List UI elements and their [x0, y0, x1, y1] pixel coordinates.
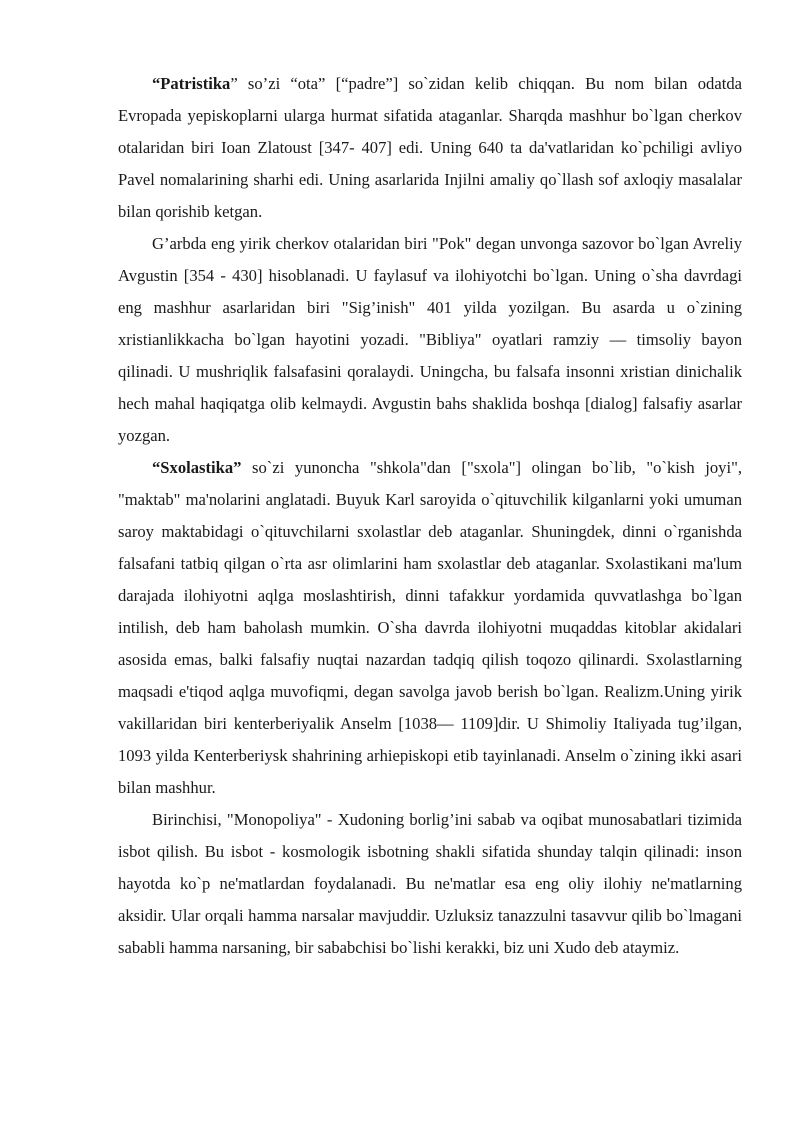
paragraph-sxolastika [118, 452, 742, 804]
paragraph-patristika [118, 68, 742, 228]
paragraph-text: Birinchisi, "Monopoliya" - Xudoning borlig’ini sabab va oqibat munosabatlari tizimida isbot qilish. Bu isbot - kosmologik isbotning shakli sifatida shunday talqin qilinadi: inson hayotda ko`p ne'matlardan foydalanadi. Bu ne'matlar esa eng oliy ilohiy ne'matlarning aksidir. Ular orqali hamma narsalar mavjuddir. Uzluksiz tanazzulni tasavvur qilib bo`lmagani sababli hamma narsaning, bir sababchisi bo`lishi kerakki, biz uni Xudo deb ataymiz. [118, 810, 742, 957]
paragraph-text: ” so’zi “ota” [“padre”] so`zidan kelib chiqqan. Bu nom bilan odatda Evropada yepiskoplarni ularga hurmat sifatida ataganlar. Sharqda mashhur bo`lgan cherkov otalaridan biri Ioan Zlatoust [347- 407] edi. Uning 640 ta da'vatlaridan ko`pchiligi avliyo Pavel nomalarining sharhi edi. Uning asarlarida Injilni amaliy qo`llash sof axloqiy masalalar bilan qorishib ketgan. [118, 74, 742, 221]
document-body [118, 68, 742, 964]
term-patristika: “Patristika [152, 74, 231, 93]
paragraph-text: so`zi yunoncha "shkola"dan ["sxola"] olingan bo`lib, "o`kish joyi", "maktab" ma'nolarini anglatadi. Buyuk Karl saroyida o`qituvchilik kilganlarni yoki umuman saroy maktabidagi o`qituvchilarni sxolastlar deb ataganlar. Shuningdek, dinni o`rganishda falsafani tatbiq qilgan o`rta asr olimlarini ham sxolastlar deb ataganlar. Sxolastikani ma'lum darajada ilohiyotni aqlga moslashtirish, dinni tafakkur yordamida quvvatlashga bo`lgan intilish, deb ham baholash mumkin. O`sha davrda ilohiyotni muqaddas kitoblar akidalari asosida emas, balki falsafiy nuqtai nazardan tadqiq qilish toqozo qilinardi. Sxolastlarning maqsadi e'tiqod aqlga muvofiqmi, degan savolga javob berish bo`lgan. Realizm.Uning yirik vakillaridan biri kenterberiyalik Anselm [1038— 1109]dir. U Shimoliy Italiyada tug’ilgan, 1093 yilda Kenterberiysk shahrining arhiepiskopi etib tayinlanadi. Anselm o`zining ikki asari bilan mashhur. [118, 458, 742, 797]
paragraph-avgustin [118, 228, 742, 452]
term-sxolastika: “Sxolastika” [152, 458, 242, 477]
paragraph-text: G’arbda eng yirik cherkov otalaridan biri "Pok" degan unvonga sazovor bo`lgan Avreliy Avgustin [354 - 430] hisoblanadi. U faylasuf va ilohiyotchi bo`lgan. Uning o`sha davrdagi eng mashhur asarlaridan biri "Sig’inish" 401 yilda yozilgan. Bu asarda u o`zining xristianlikkacha bo`lgan hayotini yozadi. "Bibliya" oyatlari ramziy — timsoliy bayon qilinadi. U mushriqlik falsafasini qoralaydi. Uningcha, bu falsafa insonni xristian dinichalik hech mahal haqiqatga olib kelmaydi. Avgustin bahs shaklida boshqa [dialog] falsafiy asarlar yozgan. [118, 234, 742, 445]
paragraph-monopoliya [118, 804, 742, 964]
